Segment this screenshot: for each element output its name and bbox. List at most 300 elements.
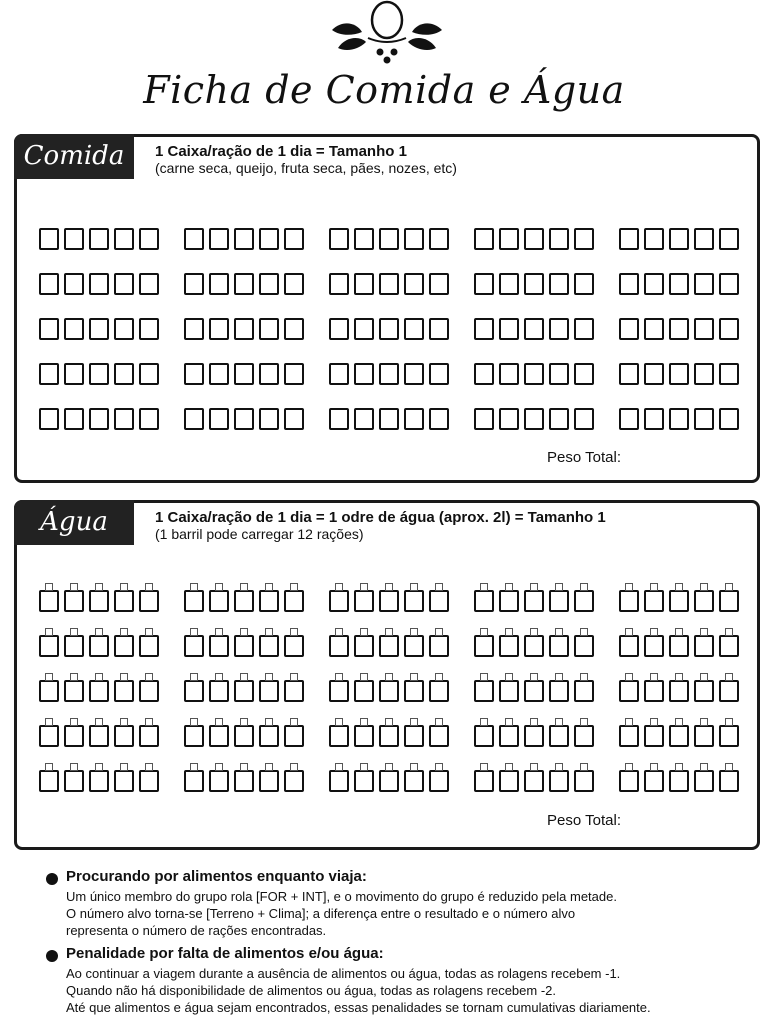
food-ration-checkbox[interactable] xyxy=(234,228,254,250)
food-ration-group xyxy=(329,250,449,295)
food-ration-checkbox[interactable] xyxy=(474,318,494,340)
water-ration-checkbox[interactable] xyxy=(284,590,304,612)
water-ration-checkbox[interactable] xyxy=(64,590,84,612)
water-ration-checkbox[interactable] xyxy=(114,680,134,702)
water-ration-checkbox[interactable] xyxy=(184,680,204,702)
water-ration-checkbox[interactable] xyxy=(89,680,109,702)
food-ration-checkbox[interactable] xyxy=(574,363,594,385)
water-ration-checkbox[interactable] xyxy=(354,770,374,792)
water-ration-checkbox[interactable] xyxy=(499,770,519,792)
food-ration-checkbox[interactable] xyxy=(284,408,304,430)
food-ration-checkbox[interactable] xyxy=(209,273,229,295)
water-ration-checkbox[interactable] xyxy=(284,635,304,657)
water-ration-checkbox[interactable] xyxy=(379,590,399,612)
food-ration-checkbox[interactable] xyxy=(184,228,204,250)
food-ration-checkbox[interactable] xyxy=(524,408,544,430)
food-ration-checkbox[interactable] xyxy=(284,273,304,295)
food-ration-checkbox[interactable] xyxy=(429,408,449,430)
food-ration-checkbox[interactable] xyxy=(114,363,134,385)
water-ration-checkbox[interactable] xyxy=(379,635,399,657)
water-ration-checkbox[interactable] xyxy=(694,680,714,702)
food-ration-checkbox[interactable] xyxy=(549,318,569,340)
food-ration-checkbox[interactable] xyxy=(284,363,304,385)
food-ration-checkbox[interactable] xyxy=(499,318,519,340)
food-ration-checkbox[interactable] xyxy=(379,363,399,385)
water-ration-checkbox[interactable] xyxy=(64,770,84,792)
food-ration-checkbox[interactable] xyxy=(259,273,279,295)
waterskin-cap-icon xyxy=(290,718,298,726)
water-ration-checkbox[interactable] xyxy=(574,680,594,702)
food-ration-checkbox[interactable] xyxy=(574,228,594,250)
water-ration-checkbox[interactable] xyxy=(89,725,109,747)
water-ration-checkbox[interactable] xyxy=(354,590,374,612)
water-ration-checkbox[interactable] xyxy=(429,680,449,702)
water-ration-checkbox[interactable] xyxy=(619,770,639,792)
waterskin-cap-icon xyxy=(650,628,658,636)
food-ration-checkbox[interactable] xyxy=(184,318,204,340)
water-ration-checkbox[interactable] xyxy=(329,590,349,612)
water-ration-checkbox[interactable] xyxy=(354,635,374,657)
water-ration-checkbox[interactable] xyxy=(404,635,424,657)
water-ration-checkbox[interactable] xyxy=(719,635,739,657)
waterskin-cap-icon xyxy=(360,763,368,771)
waterskin-cap-icon xyxy=(435,583,443,591)
water-ration-checkbox[interactable] xyxy=(259,635,279,657)
food-ration-checkbox[interactable] xyxy=(574,318,594,340)
food-ration-checkbox[interactable] xyxy=(644,273,664,295)
food-ration-checkbox[interactable] xyxy=(64,273,84,295)
food-ration-checkbox[interactable] xyxy=(694,273,714,295)
waterskin-cap-icon xyxy=(360,628,368,636)
water-ration-checkbox[interactable] xyxy=(549,680,569,702)
water-ration-checkbox[interactable] xyxy=(209,770,229,792)
water-ration-checkbox[interactable] xyxy=(114,635,134,657)
water-ration-checkbox[interactable] xyxy=(284,680,304,702)
water-ration-checkbox[interactable] xyxy=(619,590,639,612)
food-ration-checkbox[interactable] xyxy=(719,318,739,340)
food-ration-checkbox[interactable] xyxy=(549,228,569,250)
waterskin-cap-icon xyxy=(410,673,418,681)
food-ration-checkbox[interactable] xyxy=(574,273,594,295)
water-ration-checkbox[interactable] xyxy=(259,725,279,747)
food-ration-checkbox[interactable] xyxy=(619,363,639,385)
water-ration-checkbox[interactable] xyxy=(89,635,109,657)
water-ration-checkbox[interactable] xyxy=(139,770,159,792)
water-ration-checkbox[interactable] xyxy=(209,635,229,657)
food-ration-checkbox[interactable] xyxy=(669,273,689,295)
water-ration-checkbox[interactable] xyxy=(209,725,229,747)
food-ration-checkbox[interactable] xyxy=(619,273,639,295)
waterskin-cap-icon xyxy=(410,628,418,636)
water-ration-checkbox[interactable] xyxy=(429,635,449,657)
waterskin-cap-icon xyxy=(700,583,708,591)
water-ration-checkbox[interactable] xyxy=(524,770,544,792)
water-ration-checkbox[interactable] xyxy=(474,590,494,612)
water-ration-checkbox[interactable] xyxy=(499,635,519,657)
food-ration-checkbox[interactable] xyxy=(354,228,374,250)
food-ration-checkbox[interactable] xyxy=(354,363,374,385)
water-ration-checkbox[interactable] xyxy=(694,590,714,612)
water-ration-checkbox[interactable] xyxy=(89,590,109,612)
water-ration-checkbox[interactable] xyxy=(429,725,449,747)
berry-icon xyxy=(391,49,398,56)
water-ration-checkbox[interactable] xyxy=(329,770,349,792)
water-ration-checkbox[interactable] xyxy=(549,635,569,657)
water-ration-group xyxy=(184,747,304,792)
water-ration-checkbox[interactable] xyxy=(694,635,714,657)
water-ration-group xyxy=(39,567,159,612)
water-ration-checkbox[interactable] xyxy=(89,770,109,792)
food-ration-checkbox[interactable] xyxy=(139,228,159,250)
water-ration-checkbox[interactable] xyxy=(719,590,739,612)
food-ration-checkbox[interactable] xyxy=(429,273,449,295)
food-ration-checkbox[interactable] xyxy=(89,228,109,250)
food-ration-checkbox[interactable] xyxy=(669,228,689,250)
water-ration-checkbox[interactable] xyxy=(234,680,254,702)
food-ration-checkbox[interactable] xyxy=(669,318,689,340)
water-ration-checkbox[interactable] xyxy=(669,770,689,792)
food-ration-checkbox[interactable] xyxy=(114,408,134,430)
food-ration-checkbox[interactable] xyxy=(719,363,739,385)
water-ration-checkbox[interactable] xyxy=(139,635,159,657)
water-ration-checkbox[interactable] xyxy=(64,680,84,702)
water-ration-checkbox[interactable] xyxy=(669,680,689,702)
water-ration-checkbox[interactable] xyxy=(39,590,59,612)
food-ration-group xyxy=(619,340,739,385)
water-ration-checkbox[interactable] xyxy=(669,590,689,612)
water-ration-checkbox[interactable] xyxy=(139,590,159,612)
waterskin-cap-icon xyxy=(675,583,683,591)
food-ration-checkbox[interactable] xyxy=(499,408,519,430)
water-ration-checkbox[interactable] xyxy=(184,770,204,792)
food-ration-checkbox[interactable] xyxy=(524,228,544,250)
waterskin-cap-icon xyxy=(650,718,658,726)
food-ration-checkbox[interactable] xyxy=(474,408,494,430)
water-ration-checkbox[interactable] xyxy=(474,770,494,792)
water-section xyxy=(14,500,760,850)
waterskin-cap-icon xyxy=(625,763,633,771)
food-ration-checkbox[interactable] xyxy=(209,408,229,430)
food-ration-checkbox[interactable] xyxy=(429,228,449,250)
food-ration-checkbox[interactable] xyxy=(139,273,159,295)
food-ration-checkbox[interactable] xyxy=(329,318,349,340)
water-ration-checkbox[interactable] xyxy=(259,770,279,792)
water-ration-checkbox[interactable] xyxy=(284,725,304,747)
water-ration-checkbox[interactable] xyxy=(644,635,664,657)
water-ration-checkbox[interactable] xyxy=(39,725,59,747)
food-ration-checkbox[interactable] xyxy=(379,228,399,250)
waterskin-cap-icon xyxy=(360,673,368,681)
food-ration-checkbox[interactable] xyxy=(474,273,494,295)
waterskin-cap-icon xyxy=(505,718,513,726)
water-ration-checkbox[interactable] xyxy=(234,725,254,747)
egg-leaves-logo xyxy=(328,0,446,72)
water-ration-checkbox[interactable] xyxy=(644,770,664,792)
waterskin-cap-icon xyxy=(675,628,683,636)
food-ration-group xyxy=(329,205,449,250)
water-ration-checkbox[interactable] xyxy=(719,725,739,747)
food-ration-checkbox[interactable] xyxy=(404,228,424,250)
food-ration-checkbox[interactable] xyxy=(209,318,229,340)
water-ration-checkbox[interactable] xyxy=(234,590,254,612)
water-ration-checkbox[interactable] xyxy=(549,725,569,747)
waterskin-cap-icon xyxy=(650,763,658,771)
water-ration-checkbox[interactable] xyxy=(259,680,279,702)
food-ration-checkbox[interactable] xyxy=(404,408,424,430)
food-ration-checkbox[interactable] xyxy=(499,228,519,250)
water-ration-checkbox[interactable] xyxy=(64,725,84,747)
food-ration-checkbox[interactable] xyxy=(64,408,84,430)
water-ration-checkbox[interactable] xyxy=(669,725,689,747)
food-ration-checkbox[interactable] xyxy=(669,408,689,430)
water-ration-checkbox[interactable] xyxy=(209,680,229,702)
food-ration-checkbox[interactable] xyxy=(209,228,229,250)
food-ration-checkbox[interactable] xyxy=(139,408,159,430)
water-ration-checkbox[interactable] xyxy=(524,590,544,612)
water-ration-checkbox[interactable] xyxy=(619,680,639,702)
water-ration-checkbox[interactable] xyxy=(354,680,374,702)
water-ration-checkbox[interactable] xyxy=(574,590,594,612)
water-ration-checkbox[interactable] xyxy=(139,725,159,747)
water-ration-checkbox[interactable] xyxy=(329,635,349,657)
food-ration-checkbox[interactable] xyxy=(184,273,204,295)
water-ration-checkbox[interactable] xyxy=(574,725,594,747)
water-ration-checkbox[interactable] xyxy=(549,770,569,792)
water-ration-checkbox[interactable] xyxy=(329,725,349,747)
water-ration-checkbox[interactable] xyxy=(719,680,739,702)
water-ration-checkbox[interactable] xyxy=(404,680,424,702)
food-ration-checkbox[interactable] xyxy=(64,228,84,250)
food-ration-checkbox[interactable] xyxy=(39,273,59,295)
food-ration-checkbox[interactable] xyxy=(284,318,304,340)
food-ration-checkbox[interactable] xyxy=(404,363,424,385)
water-ration-checkbox[interactable] xyxy=(234,770,254,792)
food-ration-checkbox[interactable] xyxy=(474,228,494,250)
food-ration-checkbox[interactable] xyxy=(184,363,204,385)
food-ration-checkbox[interactable] xyxy=(234,273,254,295)
food-ration-checkbox[interactable] xyxy=(499,363,519,385)
food-ration-checkbox[interactable] xyxy=(474,363,494,385)
water-ration-checkbox[interactable] xyxy=(574,635,594,657)
bullet-icon xyxy=(46,950,58,962)
food-ration-checkbox[interactable] xyxy=(39,228,59,250)
food-ration-checkbox[interactable] xyxy=(64,318,84,340)
water-ration-checkbox[interactable] xyxy=(644,590,664,612)
food-ration-checkbox[interactable] xyxy=(89,273,109,295)
food-section xyxy=(14,134,760,483)
waterskin-cap-icon xyxy=(385,673,393,681)
food-ration-checkbox[interactable] xyxy=(329,363,349,385)
food-ration-checkbox[interactable] xyxy=(354,273,374,295)
waterskin-cap-icon xyxy=(360,718,368,726)
water-ration-checkbox[interactable] xyxy=(234,635,254,657)
food-ration-checkbox[interactable] xyxy=(89,408,109,430)
water-ration-checkbox[interactable] xyxy=(524,725,544,747)
water-ration-checkbox[interactable] xyxy=(259,590,279,612)
food-ration-checkbox[interactable] xyxy=(524,363,544,385)
note-line: Ao continuar a viagem durante a ausência de alimentos ou água, todas as rolagens recebem -1. xyxy=(66,966,621,981)
food-ration-checkbox[interactable] xyxy=(549,273,569,295)
waterskin-cap-icon xyxy=(95,583,103,591)
water-ration-checkbox[interactable] xyxy=(429,590,449,612)
food-ration-checkbox[interactable] xyxy=(719,408,739,430)
food-ration-checkbox[interactable] xyxy=(39,408,59,430)
food-ration-checkbox[interactable] xyxy=(499,273,519,295)
food-ration-checkbox[interactable] xyxy=(694,408,714,430)
food-ration-checkbox[interactable] xyxy=(89,363,109,385)
food-ration-checkbox[interactable] xyxy=(404,318,424,340)
water-ration-checkbox[interactable] xyxy=(329,680,349,702)
waterskin-cap-icon xyxy=(650,673,658,681)
water-ration-checkbox[interactable] xyxy=(429,770,449,792)
water-ration-checkbox[interactable] xyxy=(284,770,304,792)
water-ration-checkbox[interactable] xyxy=(474,635,494,657)
food-ration-checkbox[interactable] xyxy=(259,363,279,385)
water-ration-checkbox[interactable] xyxy=(549,590,569,612)
food-ration-checkbox[interactable] xyxy=(379,273,399,295)
water-ration-checkbox[interactable] xyxy=(39,770,59,792)
water-ration-group xyxy=(474,702,594,747)
food-ration-checkbox[interactable] xyxy=(234,408,254,430)
food-ration-checkbox[interactable] xyxy=(259,228,279,250)
food-ration-checkbox[interactable] xyxy=(329,273,349,295)
note-line: Quando não há disponibilidade de alimentos ou água, todas as rolagens recebem -2. xyxy=(66,983,557,998)
food-ration-checkbox[interactable] xyxy=(284,228,304,250)
food-ration-checkbox[interactable] xyxy=(429,318,449,340)
food-ration-checkbox[interactable] xyxy=(694,228,714,250)
waterskin-cap-icon xyxy=(700,718,708,726)
food-ration-checkbox[interactable] xyxy=(644,318,664,340)
water-ration-checkbox[interactable] xyxy=(184,635,204,657)
water-ration-checkbox[interactable] xyxy=(619,725,639,747)
water-ration-checkbox[interactable] xyxy=(184,590,204,612)
water-ration-checkbox[interactable] xyxy=(644,725,664,747)
waterskin-cap-icon xyxy=(240,673,248,681)
food-ration-checkbox[interactable] xyxy=(259,408,279,430)
waterskin-cap-icon xyxy=(435,763,443,771)
water-ration-checkbox[interactable] xyxy=(644,680,664,702)
food-ration-checkbox[interactable] xyxy=(429,363,449,385)
water-ration-checkbox[interactable] xyxy=(694,770,714,792)
food-ration-checkbox[interactable] xyxy=(114,273,134,295)
waterskin-cap-icon xyxy=(480,673,488,681)
food-ration-checkbox[interactable] xyxy=(89,318,109,340)
food-ration-checkbox[interactable] xyxy=(644,228,664,250)
water-ration-checkbox[interactable] xyxy=(499,725,519,747)
waterskin-cap-icon xyxy=(265,718,273,726)
water-ration-checkbox[interactable] xyxy=(619,635,639,657)
water-ration-checkbox[interactable] xyxy=(474,680,494,702)
water-ration-checkbox[interactable] xyxy=(379,770,399,792)
food-ration-checkbox[interactable] xyxy=(694,363,714,385)
waterskin-cap-icon xyxy=(70,718,78,726)
note-line: O número alvo torna-se [Terreno + Clima]; a diferença entre o resultado e o número alvo xyxy=(66,906,576,921)
food-ration-checkbox[interactable] xyxy=(234,318,254,340)
waterskin-cap-icon xyxy=(675,673,683,681)
waterskin-cap-icon xyxy=(410,763,418,771)
water-ration-checkbox[interactable] xyxy=(209,590,229,612)
waterskin-cap-icon xyxy=(725,763,733,771)
food-ration-checkbox[interactable] xyxy=(329,228,349,250)
food-ration-checkbox[interactable] xyxy=(669,363,689,385)
water-ration-checkbox[interactable] xyxy=(64,635,84,657)
water-ration-checkbox[interactable] xyxy=(404,590,424,612)
food-ration-checkbox[interactable] xyxy=(234,363,254,385)
water-ration-checkbox[interactable] xyxy=(499,590,519,612)
food-ration-checkbox[interactable] xyxy=(354,408,374,430)
food-ration-checkbox[interactable] xyxy=(404,273,424,295)
food-ration-checkbox[interactable] xyxy=(619,318,639,340)
waterskin-cap-icon xyxy=(675,763,683,771)
food-ration-checkbox[interactable] xyxy=(184,408,204,430)
water-ration-checkbox[interactable] xyxy=(404,770,424,792)
water-ration-checkbox[interactable] xyxy=(524,680,544,702)
food-ration-checkbox[interactable] xyxy=(209,363,229,385)
water-ration-checkbox[interactable] xyxy=(474,725,494,747)
food-ration-checkbox[interactable] xyxy=(114,228,134,250)
water-ration-checkbox[interactable] xyxy=(719,770,739,792)
food-ration-checkbox[interactable] xyxy=(139,318,159,340)
water-ration-checkbox[interactable] xyxy=(39,680,59,702)
food-ration-checkbox[interactable] xyxy=(694,318,714,340)
food-ration-checkbox[interactable] xyxy=(719,228,739,250)
water-ration-checkbox[interactable] xyxy=(379,725,399,747)
food-ration-checkbox[interactable] xyxy=(379,408,399,430)
waterskin-cap-icon xyxy=(95,673,103,681)
food-ration-checkbox[interactable] xyxy=(524,318,544,340)
water-ration-checkbox[interactable] xyxy=(574,770,594,792)
food-ration-checkbox[interactable] xyxy=(114,318,134,340)
water-ration-checkbox[interactable] xyxy=(354,725,374,747)
left-leaf-icon xyxy=(338,38,366,50)
food-ration-checkbox[interactable] xyxy=(64,363,84,385)
food-ration-checkbox[interactable] xyxy=(259,318,279,340)
water-ration-checkbox[interactable] xyxy=(669,635,689,657)
water-ration-checkbox[interactable] xyxy=(404,725,424,747)
water-ration-checkbox[interactable] xyxy=(39,635,59,657)
food-ration-checkbox[interactable] xyxy=(329,408,349,430)
food-ration-checkbox[interactable] xyxy=(139,363,159,385)
water-ration-checkbox[interactable] xyxy=(184,725,204,747)
water-ration-checkbox[interactable] xyxy=(114,770,134,792)
water-ration-checkbox[interactable] xyxy=(379,680,399,702)
food-ration-checkbox[interactable] xyxy=(619,408,639,430)
food-ration-checkbox[interactable] xyxy=(379,318,399,340)
food-ration-checkbox[interactable] xyxy=(719,273,739,295)
waterskin-cap-icon xyxy=(725,583,733,591)
food-ration-checkbox[interactable] xyxy=(549,408,569,430)
water-ration-checkbox[interactable] xyxy=(139,680,159,702)
water-ration-checkbox[interactable] xyxy=(499,680,519,702)
food-ration-group xyxy=(619,385,739,430)
bullet-icon xyxy=(46,873,58,885)
water-ration-checkbox[interactable] xyxy=(114,725,134,747)
water-ration-checkbox[interactable] xyxy=(114,590,134,612)
food-ration-checkbox[interactable] xyxy=(549,363,569,385)
waterskin-cap-icon xyxy=(290,628,298,636)
food-ration-checkbox[interactable] xyxy=(574,408,594,430)
food-ration-checkbox[interactable] xyxy=(619,228,639,250)
food-ration-checkbox[interactable] xyxy=(644,363,664,385)
water-ration-checkbox[interactable] xyxy=(694,725,714,747)
food-ration-checkbox[interactable] xyxy=(354,318,374,340)
food-ration-checkbox[interactable] xyxy=(39,318,59,340)
food-ration-checkbox[interactable] xyxy=(644,408,664,430)
waterskin-cap-icon xyxy=(145,718,153,726)
food-ration-checkbox[interactable] xyxy=(524,273,544,295)
water-ration-checkbox[interactable] xyxy=(524,635,544,657)
food-ration-checkbox[interactable] xyxy=(39,363,59,385)
